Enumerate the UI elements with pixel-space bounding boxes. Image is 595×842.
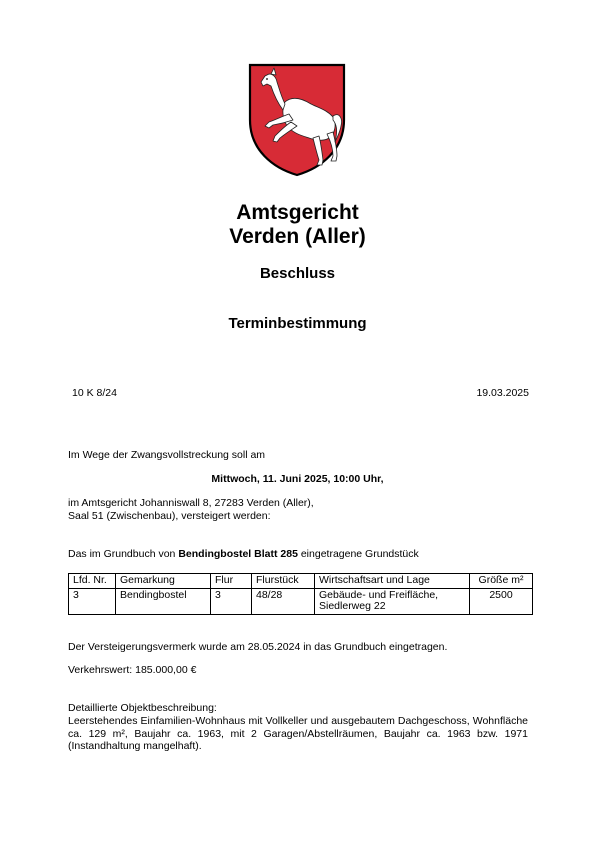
parcel-table xyxy=(68,573,533,615)
court-name-line2: Verden (Aller) xyxy=(229,225,366,248)
column-header: Wirtschaftsart und Lage xyxy=(315,574,470,589)
auction-appointment: Mittwoch, 11. Juni 2025, 10:00 Uhr, xyxy=(211,473,384,485)
table-cell: 3 xyxy=(211,588,252,614)
description-label: Detaillierte Objektbeschreibung: xyxy=(68,702,217,714)
coat-of-arms-horse-icon xyxy=(247,62,347,178)
case-reference: 10 K 8/24 xyxy=(72,387,117,399)
table-cell: 3 xyxy=(69,588,116,614)
column-header: Flur xyxy=(211,574,252,589)
property-description: Leerstehendes Einfamilien-Wohnhaus mit Vollkeller und ausgebautem Dachgeschoss, Wohnfläche ca. 129 m², Baujahr ca. 1963, mit 2 Garagen/Abstellräumen, Baujahr ca. 1963 bzw. 1971 (Instandhaltung mangelhaft). xyxy=(68,715,528,752)
location-line2: Saal 51 (Zwischenbau), versteigert werden: xyxy=(68,509,271,522)
location-line1: im Amtsgericht Johanniswall 8, 27283 Verden (Aller), xyxy=(68,497,314,509)
table-cell: Gebäude- und Freifläche, Siedlerweg 22 xyxy=(315,588,470,614)
document-title: Terminbestimmung xyxy=(228,315,367,332)
market-value: Verkehrswert: 185.000,00 € xyxy=(68,664,197,676)
column-header: Lfd. Nr. xyxy=(69,574,116,589)
table-cell: Bendingbostel xyxy=(116,588,211,614)
table-cell: 48/28 xyxy=(252,588,315,614)
column-header: Größe m² xyxy=(470,574,533,589)
table-cell: 2500 xyxy=(470,588,533,614)
table-header-row xyxy=(69,574,533,589)
court-name xyxy=(0,201,595,249)
table-row xyxy=(69,588,533,614)
parcel-intro xyxy=(68,548,528,561)
document-type: Beschluss xyxy=(259,265,336,282)
land-register-reference: Bendingbostel Blatt 285 xyxy=(178,548,298,560)
auction-location xyxy=(68,497,528,522)
column-header: Gemarkung xyxy=(116,574,211,589)
register-entry-note: Der Versteigerungsvermerk wurde am 28.05.2024 in das Grundbuch eingetragen. xyxy=(68,641,448,653)
column-header: Flurstück xyxy=(252,574,315,589)
intro-text: Im Wege der Zwangsvollstreckung soll am xyxy=(68,449,266,461)
court-name-line1: Amtsgericht xyxy=(236,201,359,224)
parcel-intro-suffix: eingetragene Grundstück xyxy=(297,548,419,560)
document-date: 19.03.2025 xyxy=(476,387,529,399)
parcel-intro-prefix: Das im Grundbuch von xyxy=(68,548,179,560)
